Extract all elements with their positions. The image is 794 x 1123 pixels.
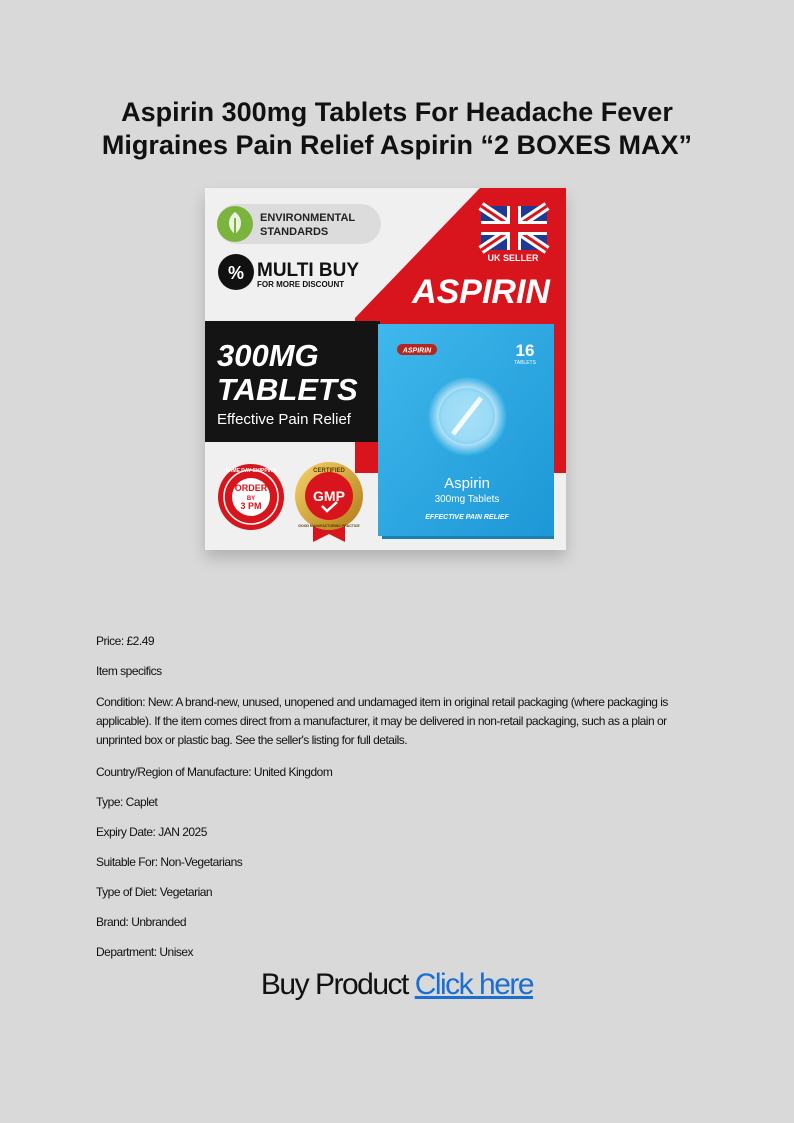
seal-time: 3 PM	[240, 501, 262, 511]
multi-buy-text: MULTI BUY	[257, 260, 360, 281]
page-title	[40, 96, 754, 162]
seal-shipping-outer: SAME DAY SHIPPING	[225, 468, 277, 474]
box-name: Aspirin	[444, 475, 490, 492]
title-line-1: Aspirin 300mg Tablets For Headache Fever	[121, 97, 673, 127]
box-strength: 300mg Tablets	[434, 494, 500, 505]
multi-buy-badge	[218, 254, 359, 290]
expiry-date: Expiry Date: JAN 2025	[96, 825, 207, 839]
gmp-bottom: GOOD MANUFACTURING PRACTICE	[298, 524, 360, 528]
environmental-badge	[217, 204, 381, 244]
strength-sub: Effective Pain Relief	[217, 411, 351, 428]
box-count-unit: TABLETS	[514, 360, 536, 366]
buy-product	[0, 968, 794, 1002]
gmp-main: GMP	[313, 488, 345, 504]
price: Price: £2.49	[96, 634, 155, 648]
same-day-shipping-seal	[218, 464, 284, 530]
percent-symbol: %	[227, 263, 245, 283]
box-tagline: EFFECTIVE PAIN RELIEF	[425, 514, 509, 521]
click-here-link[interactable]: Click here	[414, 968, 534, 1001]
strength-line-2: TABLETS	[217, 372, 358, 407]
product-image	[205, 188, 566, 550]
uk-flag-icon	[481, 206, 547, 250]
condition: Condition: New: A brand-new, unused, unopened and undamaged item in original retail packaging (where packaging is applicable). If the item comes direct from a manufacturer, it may be delivered in non-retail packaging, such as a plain or unprinted box or plastic bag. See the seller's listing for full details.	[96, 695, 668, 747]
suitable-for: Suitable For: Non-Vegetarians	[96, 855, 243, 869]
item-specifics	[96, 633, 696, 974]
strength-line-1: 300MG	[217, 338, 319, 373]
seal-by: BY	[246, 496, 256, 502]
product-artwork	[205, 188, 566, 550]
brand-banner: ASPIRIN	[412, 273, 550, 311]
title-line-2: Migraines Pain Relief Aspirin “2 BOXES MAX”	[101, 130, 693, 160]
type-of-diet: Type of Diet: Vegetarian	[96, 885, 213, 899]
buy-label: Buy Product	[260, 968, 408, 1001]
aspirin-box	[378, 324, 554, 539]
type: Type: Caplet	[96, 795, 158, 809]
gmp-top: CERTIFIED	[313, 468, 345, 474]
box-count: 16	[515, 341, 535, 360]
seal-order: ORDER	[234, 483, 268, 493]
specifics-heading: Item specifics	[96, 664, 162, 678]
uk-seller-label: UK SELLER	[487, 253, 539, 263]
env-line-2: STANDARDS	[260, 226, 329, 238]
env-line-1: ENVIRONMENTAL	[260, 212, 356, 224]
country-of-manufacture: Country/Region of Manufacture: United Kingdom	[96, 765, 333, 779]
multi-buy-sub: FOR MORE DISCOUNT	[257, 280, 345, 289]
brand: Brand: Unbranded	[96, 915, 187, 929]
department: Department: Unisex	[96, 945, 194, 959]
box-logo: ASPIRIN	[402, 347, 432, 355]
